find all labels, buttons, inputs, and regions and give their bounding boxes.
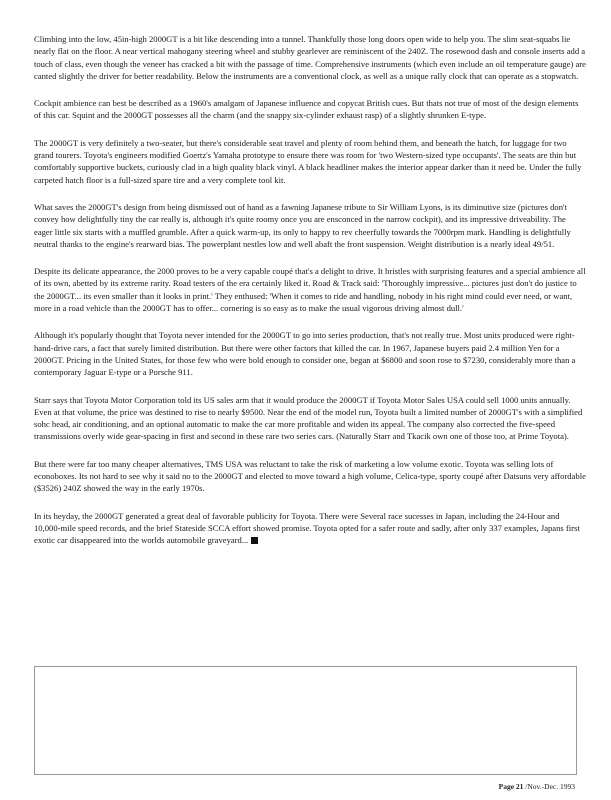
paragraph-heyday: [34, 510, 586, 547]
issue-date: /Nov.-Dec. 1993: [525, 782, 575, 791]
paragraph-alternatives: But there were far too many cheaper alternatives, TMS USA was reluctant to take the risk of marketing a low volume exotic. Toyota was selling lots of econoboxes. Its not hard to see why it said no to the 2000GT and elected to move toward a high volume, Celica-type, sporty coupé after Datsuns very affordable ($3526) 240Z showed the way in the early 1970s.: [34, 458, 586, 494]
paragraph-two-seater: The 2000GT is very definitely a two-seater, but there's considerable seat travel and plenty of room behind them, and beneath the hatch, for luggage for two grand tourers. Toyota's engineers modified Goertz's Yamaha prototype to ensure there was room for 'two Western-sized type occupants'. The seats are thin but comfortably supportive buckets, curiously clad in a high quality black vinyl. A black headliner makes the interior appear darker than it need be. Under the fully carpeted hatch floor is a full-sized spare tire and a very complete tool kit.: [34, 137, 582, 185]
paragraph-us-sales: Starr says that Toyota Motor Corporation told its US sales arm that it would produce the 2000GT if Toyota Motor Sales USA could sell 1000 units annually. Even at that volume, the price was destined to rise to nearly $9500. Near the end of the model run, Toyota built a limited number of 2000GT's with a simplified sohc head, air conditioning, and an optional automatic to make the car more profitable and widen its appeal. The company also corrected the five-speed transmissions overly wide gear-spacing in first and second in these rare two series cars. (Naturally Starr and Tkacik own one of those too, at Prime Toyota).: [34, 394, 583, 442]
page-number: Page 21: [498, 782, 524, 791]
paragraph-cockpit-entry: Climbing into the low, 45in-high 2000GT is a bit like descending into a tunnel. Thankfully those long doors open wide to help you. The slim seat-squabs lie nearly flat on the floor. A near vertical mahogany steering wheel and stubby gearlever are reminiscent of the 240Z. The rosewood dash and console inserts add a touch of class, even though the veneer has cracked a bit with the passage of time. Comprehensive instruments (which even include an oil temperature gauge) are canted slightly the driver for better readability. Below the instruments are a conventional clock, as well as a unique rally clock that can operate as a stopwatch.: [34, 34, 586, 81]
page-footer: [499, 782, 575, 791]
paragraph-cockpit-ambience: Cockpit ambience can best be described as a 1960's amalgam of Japanese influence and copycat British cues. But thats not true of most of the design elements of this car. Squint and the 2000GT possesses all the charm (and the snappy six-cylinder exhaust rasp) of a slightly shrunken E-type.: [34, 98, 579, 121]
end-of-article-mark: [251, 537, 258, 544]
article-body: [34, 33, 586, 562]
paragraph-design-size: What saves the 2000GT's design from being dismissed out of hand as a fawning Japanese tribute to Sir William Lyons, is its diminutive size (pictures don't convey how delightfully tiny the car really is, although it's quite roomy once you are ensconced in the narrow cockpit), and its impressive driveability. The eager little six starts with a muffled grumble. After a quick warm-up, its only to happy to rev cheerfully towards the 7000rpm mark. Handling is delightfully neutral thanks to the engine's rearward bias. The powerplant nestles low and well abaft the front suspension. Weight distribution is a nearly ideal 49/51.: [34, 201, 571, 249]
paragraph-road-test: Despite its delicate appearance, the 2000 proves to be a very capable coupé that's a delight to drive. It bristles with surprising features and a special ambience all of its own, abetted by its extreme rarity. Road testers of the era certainly liked it. Road & Track said: 'Thoroughly impressive... pictures just don't do justice to the 2000GT... its even smaller than it looks in print.' They enthused: 'When it comes to ride and handling, nobody in his right mind could ever need, or want, more in a road vehicle than the 2000GT has to offer... cornering is so easy as to make the usual vigorous driving almost dull.': [34, 266, 586, 314]
paragraph-heyday-text: In its heyday, the 2000GT generated a great deal of favorable publicity for Toyota. There were Several race sucesses in Japan, including the 24-Hour and 10,000-mile speed records, and the brief Stateside SCCA effort showed promise. Toyota opted for a safer route and sadly, after only 337 examples, Japans first exotic car disappeared into the worlds automobile graveyard...: [34, 510, 580, 546]
empty-bordered-box: [34, 666, 577, 775]
paragraph-production: Although it's popularly thought that Toyota never intended for the 2000GT to go into series production, that's not really true. Most units produced were right-hand-drive cars, a fact that surely limited distribution. But there were other factors that killed the car. In 1967, Japanese buyers paid 2.4 million Yen for a 2000GT. Pricing in the United States, for those few who were bold enough to consider one, began at $6800 and soon rose to $7230, considerably more than a contemporary Jaguar E-type or a Porsche 911.: [34, 330, 576, 378]
